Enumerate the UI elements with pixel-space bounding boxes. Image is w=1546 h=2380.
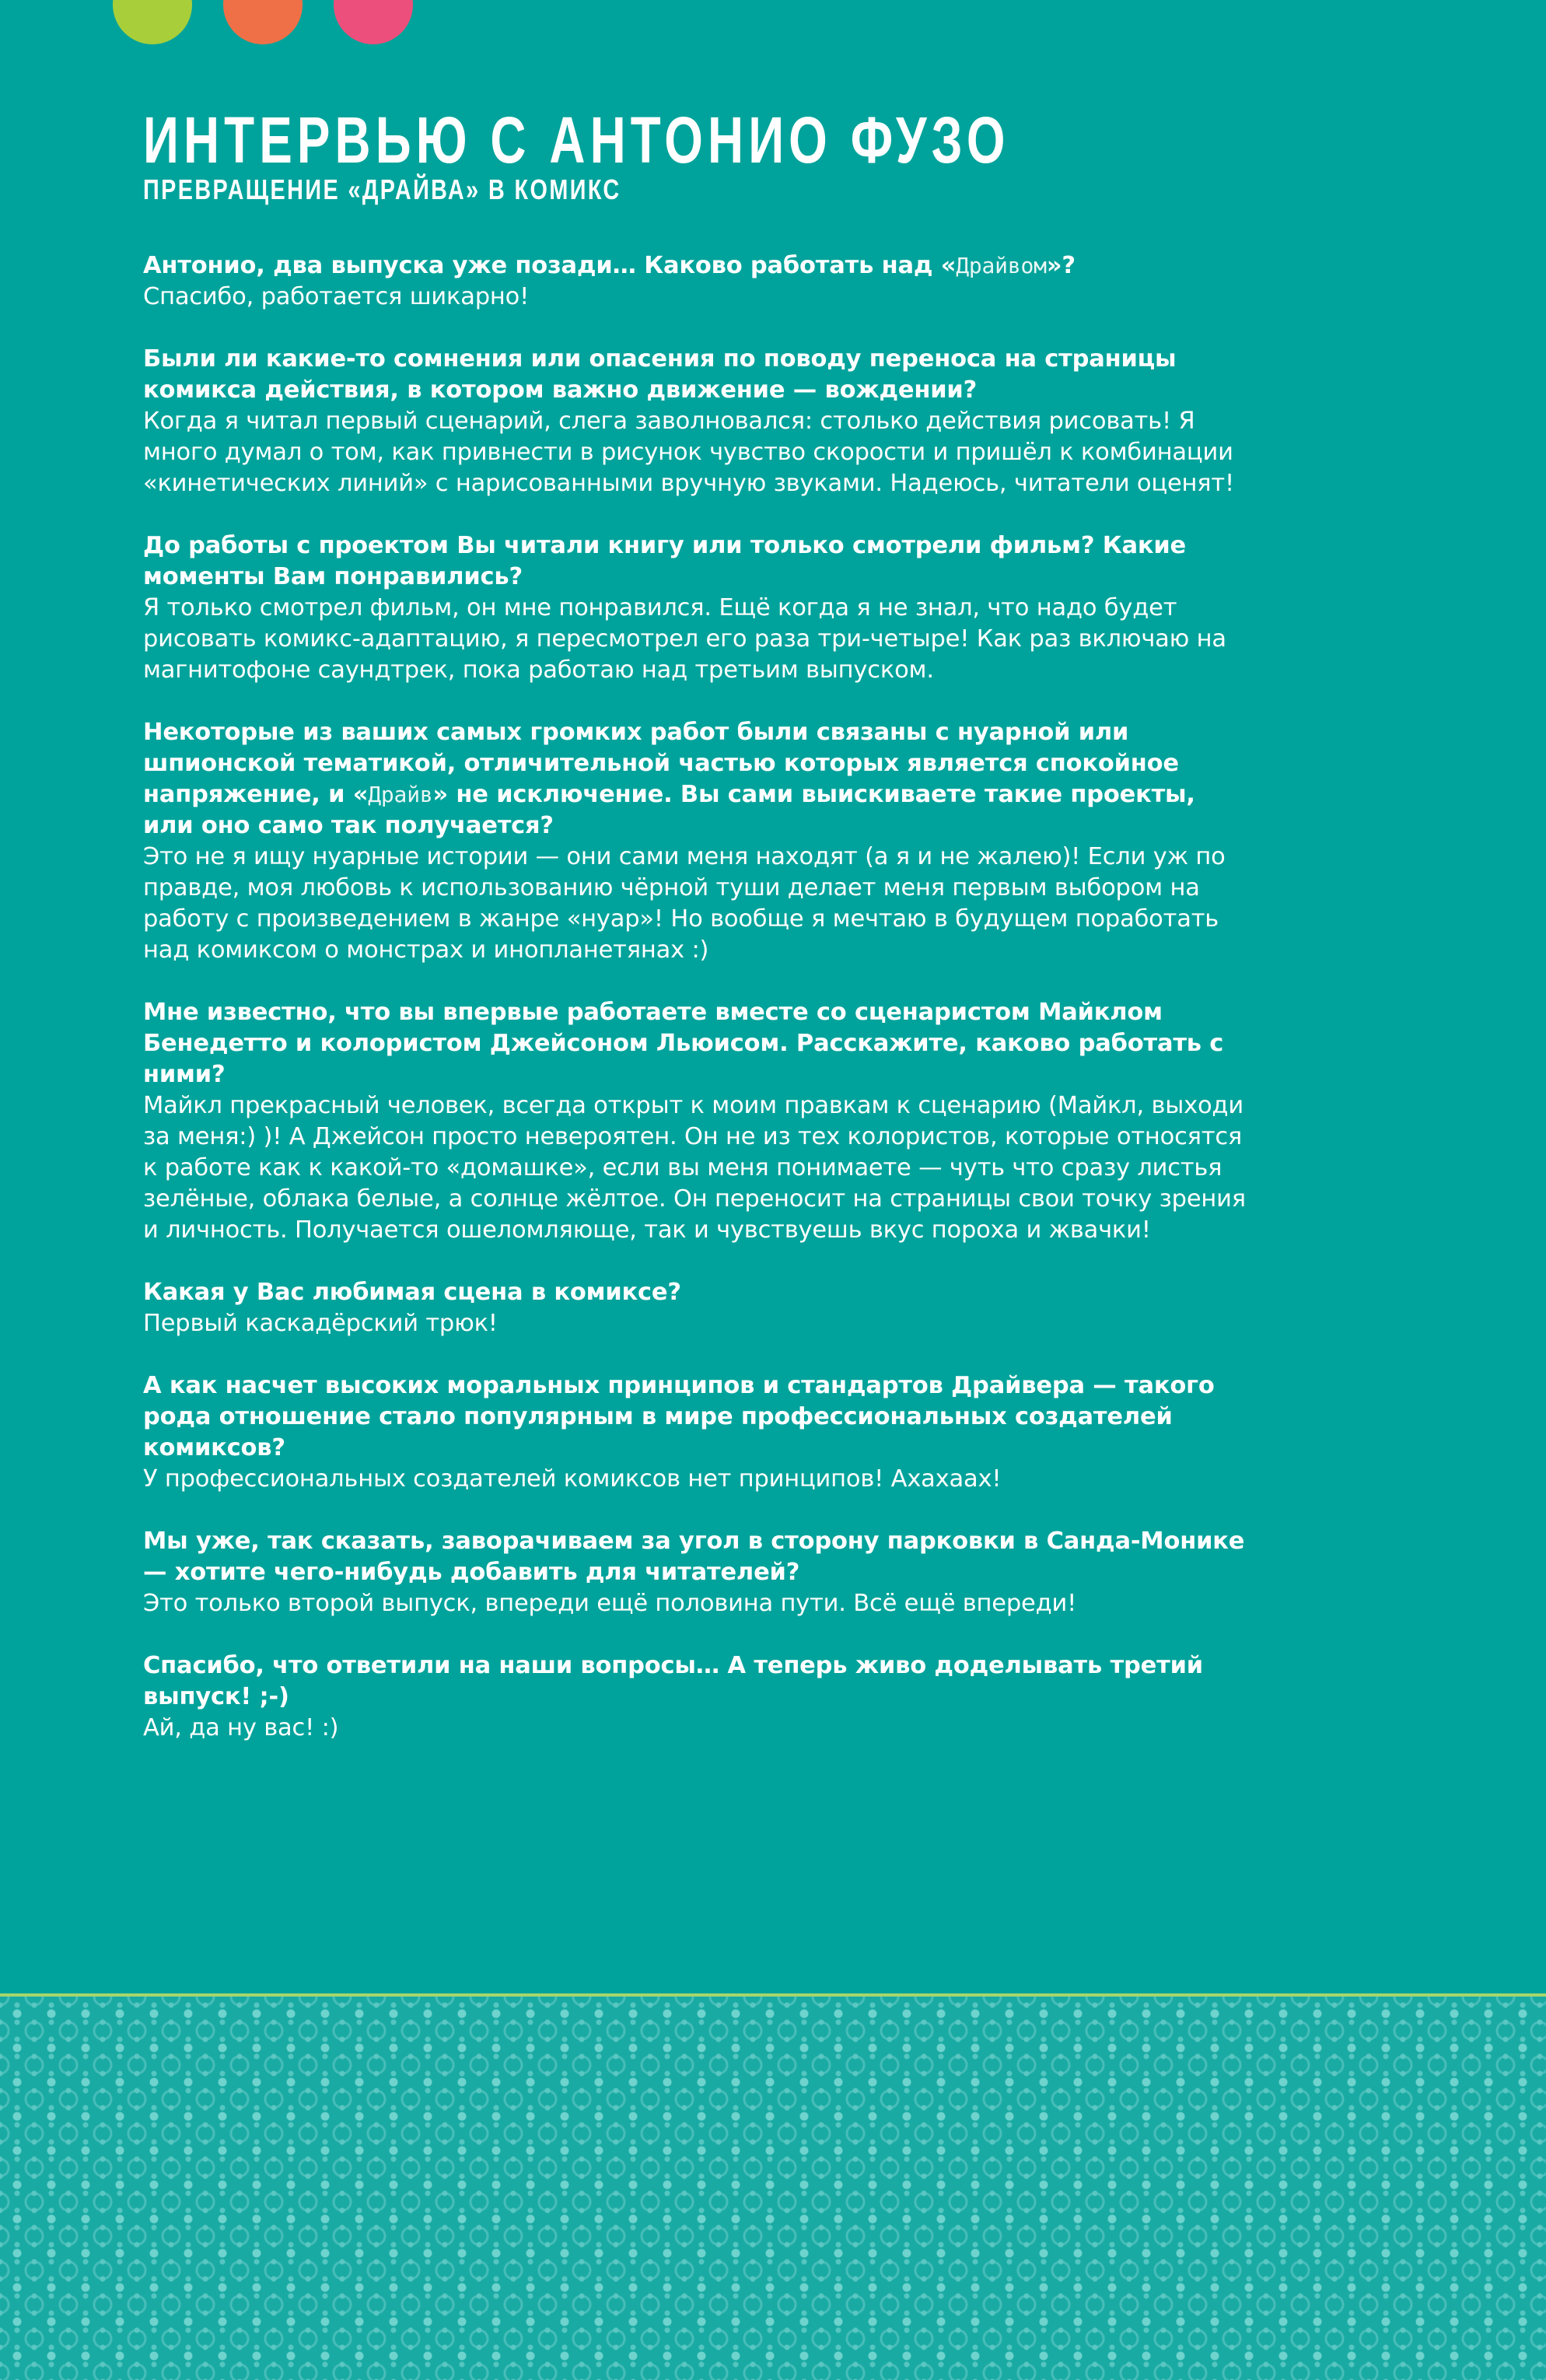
title-mention: Драйвом <box>956 253 1047 278</box>
question: До работы с проектом Вы читали книгу или только смотрели фильм? Какие моменты Вам понравились? <box>143 532 1187 590</box>
answer: Это только второй выпуск, впереди ещё половина пути. Всё ещё впереди! <box>143 1590 1077 1617</box>
qa-item-3 <box>143 530 1247 686</box>
qa-item-7 <box>143 1370 1247 1495</box>
qa-item-2 <box>143 344 1247 499</box>
answer: Ай, да ну вас! :) <box>143 1714 339 1741</box>
qa-item-9 <box>143 1650 1247 1744</box>
qa-item-4 <box>143 717 1247 966</box>
qa-item-8 <box>143 1526 1247 1619</box>
question: Были ли какие-то сомнения или опасения по поводу переноса на страницы комикса действия, в котором важно движение — вождении? <box>143 345 1177 404</box>
answer: Майкл прекрасный человек, всегда открыт к моим правкам к сценарию (Майкл, выходи за меня:) )! А Джейсон просто невероятен. Он не из тех колористов, которые относятся к работе как к какой-то «домашке», если вы меня понимаете — чуть что сразу листья зелёные, облака белые, а солнце жёлтое. Он переносит на страницы свои точку зрения и личность. Получается ошеломляюще, так и чувствуешь вкус пороха и жвачки! <box>143 1092 1246 1244</box>
article-header <box>143 103 1232 205</box>
answer: Спасибо, работается шикарно! <box>143 283 530 310</box>
page-subtitle: ПРЕВРАЩЕНИЕ «ДРАЙВА» В КОМИКС <box>143 173 621 205</box>
pink-dot <box>334 0 413 44</box>
green-dot <box>113 0 192 44</box>
page-title: ИНТЕРВЬЮ С АНТОНИО ФУЗО <box>143 103 1010 177</box>
question: Спасибо, что ответили на наши вопросы… А теперь живо доделывать третий выпуск! ;-) <box>143 1652 1203 1710</box>
decorative-pattern-footer <box>0 1993 1546 2380</box>
answer: У профессиональных создателей комиксов нет принципов! Ахахаах! <box>143 1465 1002 1493</box>
answer: Когда я читал первый сценарий, слега заволновался: столько действия рисовать! Я много думал о том, как привнести в рисунок чувство скорости и пришёл к комбинации «кинетических линий» с нарисованными вручную звуками. Надеюсь, читатели оценят! <box>143 408 1235 497</box>
question: Какая у Вас любимая сцена в комиксе? <box>143 1279 681 1306</box>
answer: Я только смотрел фильм, он мне понравился. Ещё когда я не знал, что надо будет рисовать комикс-адаптацию, я пересмотрел его раза три-четыре! Как раз включаю на магнитофоне саундтрек, пока работаю над третьим выпуском. <box>143 594 1226 684</box>
qa-item-6 <box>143 1277 1247 1339</box>
answer: Первый каскадёрский трюк! <box>143 1310 498 1337</box>
qa-item-5 <box>143 997 1247 1246</box>
question: Мне известно, что вы впервые работаете вместе со сценаристом Майклом Бенедетто и колористом Джейсоном Льюисом. Расскажите, каково работать с ними? <box>143 999 1224 1088</box>
orange-dot <box>223 0 303 44</box>
question: Некоторые из ваших самых громких работ были связаны с нуарной или шпионской тематикой, отличительной частью которых является спокойное напряжение, и «Драйв» не исключение. Вы сами выискиваете такие проекты, или оно само так получается? <box>143 719 1195 839</box>
interview-body <box>143 250 1247 1775</box>
question: А как насчет высоких моральных принципов и стандартов Драйвера — такого рода отношение стало популярным в мире профессиональных создателей комиксов? <box>143 1372 1215 1461</box>
answer: Это не я ищу нуарные истории — они сами меня находят (а я и не жалею)! Если уж по правде, моя любовь к использованию чёрной туши делает меня первым выбором на работу с произведением в жанре «нуар»! Но вообще я мечтаю в будущем поработать над комиксом о монстрах и инопланетянах :) <box>143 843 1226 964</box>
question: Мы уже, так сказать, заворачиваем за угол в сторону парковки в Санда-Монике — хотите чего-нибудь добавить для читателей? <box>143 1528 1245 1586</box>
qa-item-1 <box>143 250 1247 313</box>
title-mention: Драйв <box>368 782 433 807</box>
question: Антонио, два выпуска уже позади… Каково работать над «Драйвом»? <box>143 252 1076 279</box>
